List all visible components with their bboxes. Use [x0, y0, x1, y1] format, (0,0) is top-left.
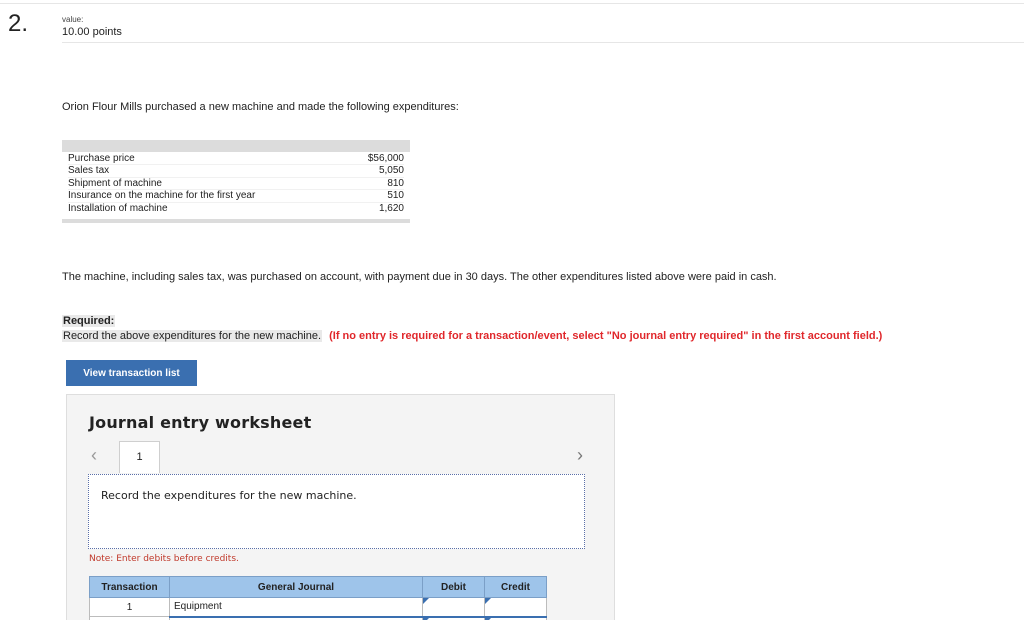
expenditure-amount: 1,620 — [378, 202, 404, 214]
credit-input[interactable] — [485, 598, 547, 617]
expenditure-amount: 5,050 — [378, 165, 404, 177]
worksheet-title: Journal entry worksheet — [89, 413, 312, 432]
credit-input[interactable] — [485, 617, 547, 620]
question-number: 2. — [8, 10, 29, 37]
debit-input[interactable] — [423, 598, 485, 617]
transaction-number — [90, 617, 170, 620]
expenditure-amount: 810 — [387, 177, 404, 189]
worksheet-note: Note: Enter debits before credits. — [89, 554, 239, 564]
problem-intro: Orion Flour Mills purchased a new machine and made the following expenditures: — [62, 101, 459, 113]
journal-table — [89, 576, 547, 620]
required-text: Record the above expenditures for the new machine. — [63, 330, 322, 342]
table-bottom-band — [62, 219, 410, 223]
expenditure-item: Shipment of machine — [68, 177, 162, 189]
table-row — [90, 617, 547, 620]
expenditure-item: Insurance on the machine for the first year — [68, 190, 256, 202]
problem-paragraph: The machine, including sales tax, was purchased on account, with payment due in 30 days. The other expenditures listed above were paid in cash. — [62, 271, 777, 283]
chevron-right-icon[interactable]: › — [577, 445, 583, 465]
header-debit: Debit — [423, 577, 485, 598]
account-select[interactable] — [170, 617, 423, 620]
value-label: value: — [62, 15, 84, 24]
expenditure-row — [68, 203, 404, 215]
required-note: (If no entry is required for a transaction/event, select "No journal entry required" in the first account field.) — [329, 330, 883, 342]
worksheet-tab-1[interactable]: 1 — [119, 441, 160, 473]
top-divider — [0, 3, 1024, 4]
header-general-journal: General Journal — [170, 577, 423, 598]
chevron-left-icon[interactable]: ‹ — [91, 445, 97, 465]
expenditure-row — [68, 153, 404, 165]
table-row — [90, 598, 547, 617]
instruction-box — [88, 474, 585, 549]
header-credit: Credit — [485, 577, 547, 598]
expenditure-row — [68, 178, 404, 190]
required-label: Required: — [63, 315, 115, 327]
expenditure-item: Installation of machine — [68, 202, 168, 214]
journal-entry-worksheet — [66, 394, 615, 620]
view-transaction-list-button[interactable]: View transaction list — [66, 360, 197, 386]
expenditure-row — [68, 165, 404, 177]
expenditure-amount: 510 — [387, 190, 404, 202]
required-line — [62, 330, 882, 342]
required-section — [62, 311, 882, 342]
points-value: 10.00 points — [62, 26, 122, 38]
transaction-number: 1 — [90, 598, 170, 617]
expenditure-row — [68, 190, 404, 202]
instruction-text: Record the expenditures for the new machine. — [101, 489, 357, 502]
expenditure-item: Purchase price — [68, 153, 135, 164]
expenditure-item: Sales tax — [68, 165, 110, 177]
table-top-band — [62, 140, 410, 152]
header-divider — [62, 42, 1024, 43]
expenditure-amount: $56,000 — [367, 153, 404, 164]
header-transaction: Transaction — [90, 577, 170, 598]
debit-input[interactable] — [423, 617, 485, 620]
account-select[interactable]: Equipment — [170, 598, 423, 617]
expenditures-table — [62, 140, 410, 223]
